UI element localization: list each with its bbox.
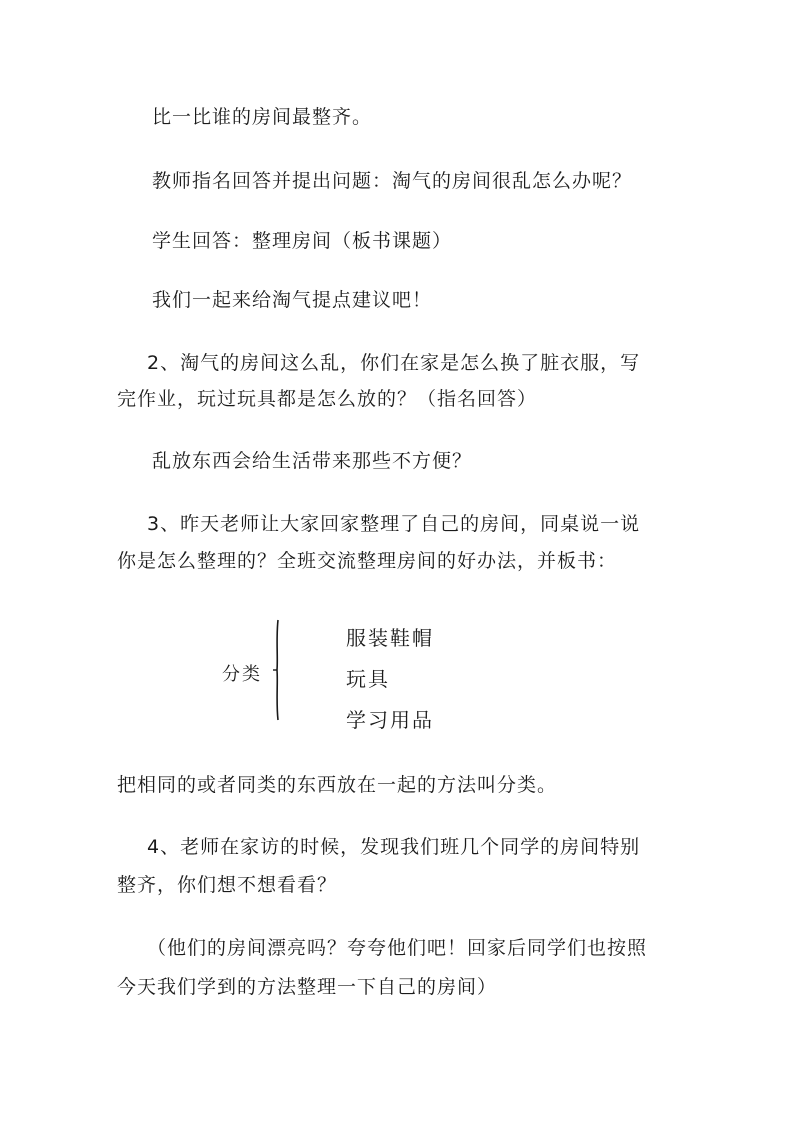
text-line: 完作业，玩过玩具都是怎么放的？（指名回答） (117, 388, 538, 410)
text-line: （他们的房间漂亮吗？夸夸他们吧！回家后同学们也按照 (147, 937, 648, 959)
text-line: 我们一起来给淘气提点建议吧！ (152, 289, 433, 311)
text-line: 整齐，你们想不想看看？ (117, 874, 338, 896)
brace-icon (270, 618, 284, 722)
text-line: 4、老师在家访的时候，发现我们班几个同学的房间特别 (147, 836, 641, 858)
text-line: 3、昨天老师让大家回家整理了自己的房间，同桌说一说 (147, 513, 641, 535)
classification-item: 服装鞋帽 (346, 626, 434, 650)
text-line: 乱放东西会给生活带来那些不方便？ (152, 450, 473, 472)
text-line: 2、淘气的房间这么乱，你们在家是怎么换了脏衣服，写 (147, 352, 641, 374)
text-line: 比一比谁的房间最整齐。 (152, 106, 373, 128)
classification-item: 学习用品 (346, 708, 434, 732)
classification-label: 分类 (222, 664, 262, 685)
text-line: 今天我们学到的方法整理一下自己的房间） (117, 976, 498, 998)
classification-item: 玩具 (346, 667, 390, 691)
text-line: 教师指名回答并提出问题：淘气的房间很乱怎么办呢？ (152, 170, 633, 192)
text-line: 学生回答：整理房间（板书课题） (152, 230, 453, 252)
text-line: 把相同的或者同类的东西放在一起的方法叫分类。 (117, 774, 558, 796)
text-line: 你是怎么整理的？全班交流整理房间的好办法，并板书： (117, 550, 618, 572)
